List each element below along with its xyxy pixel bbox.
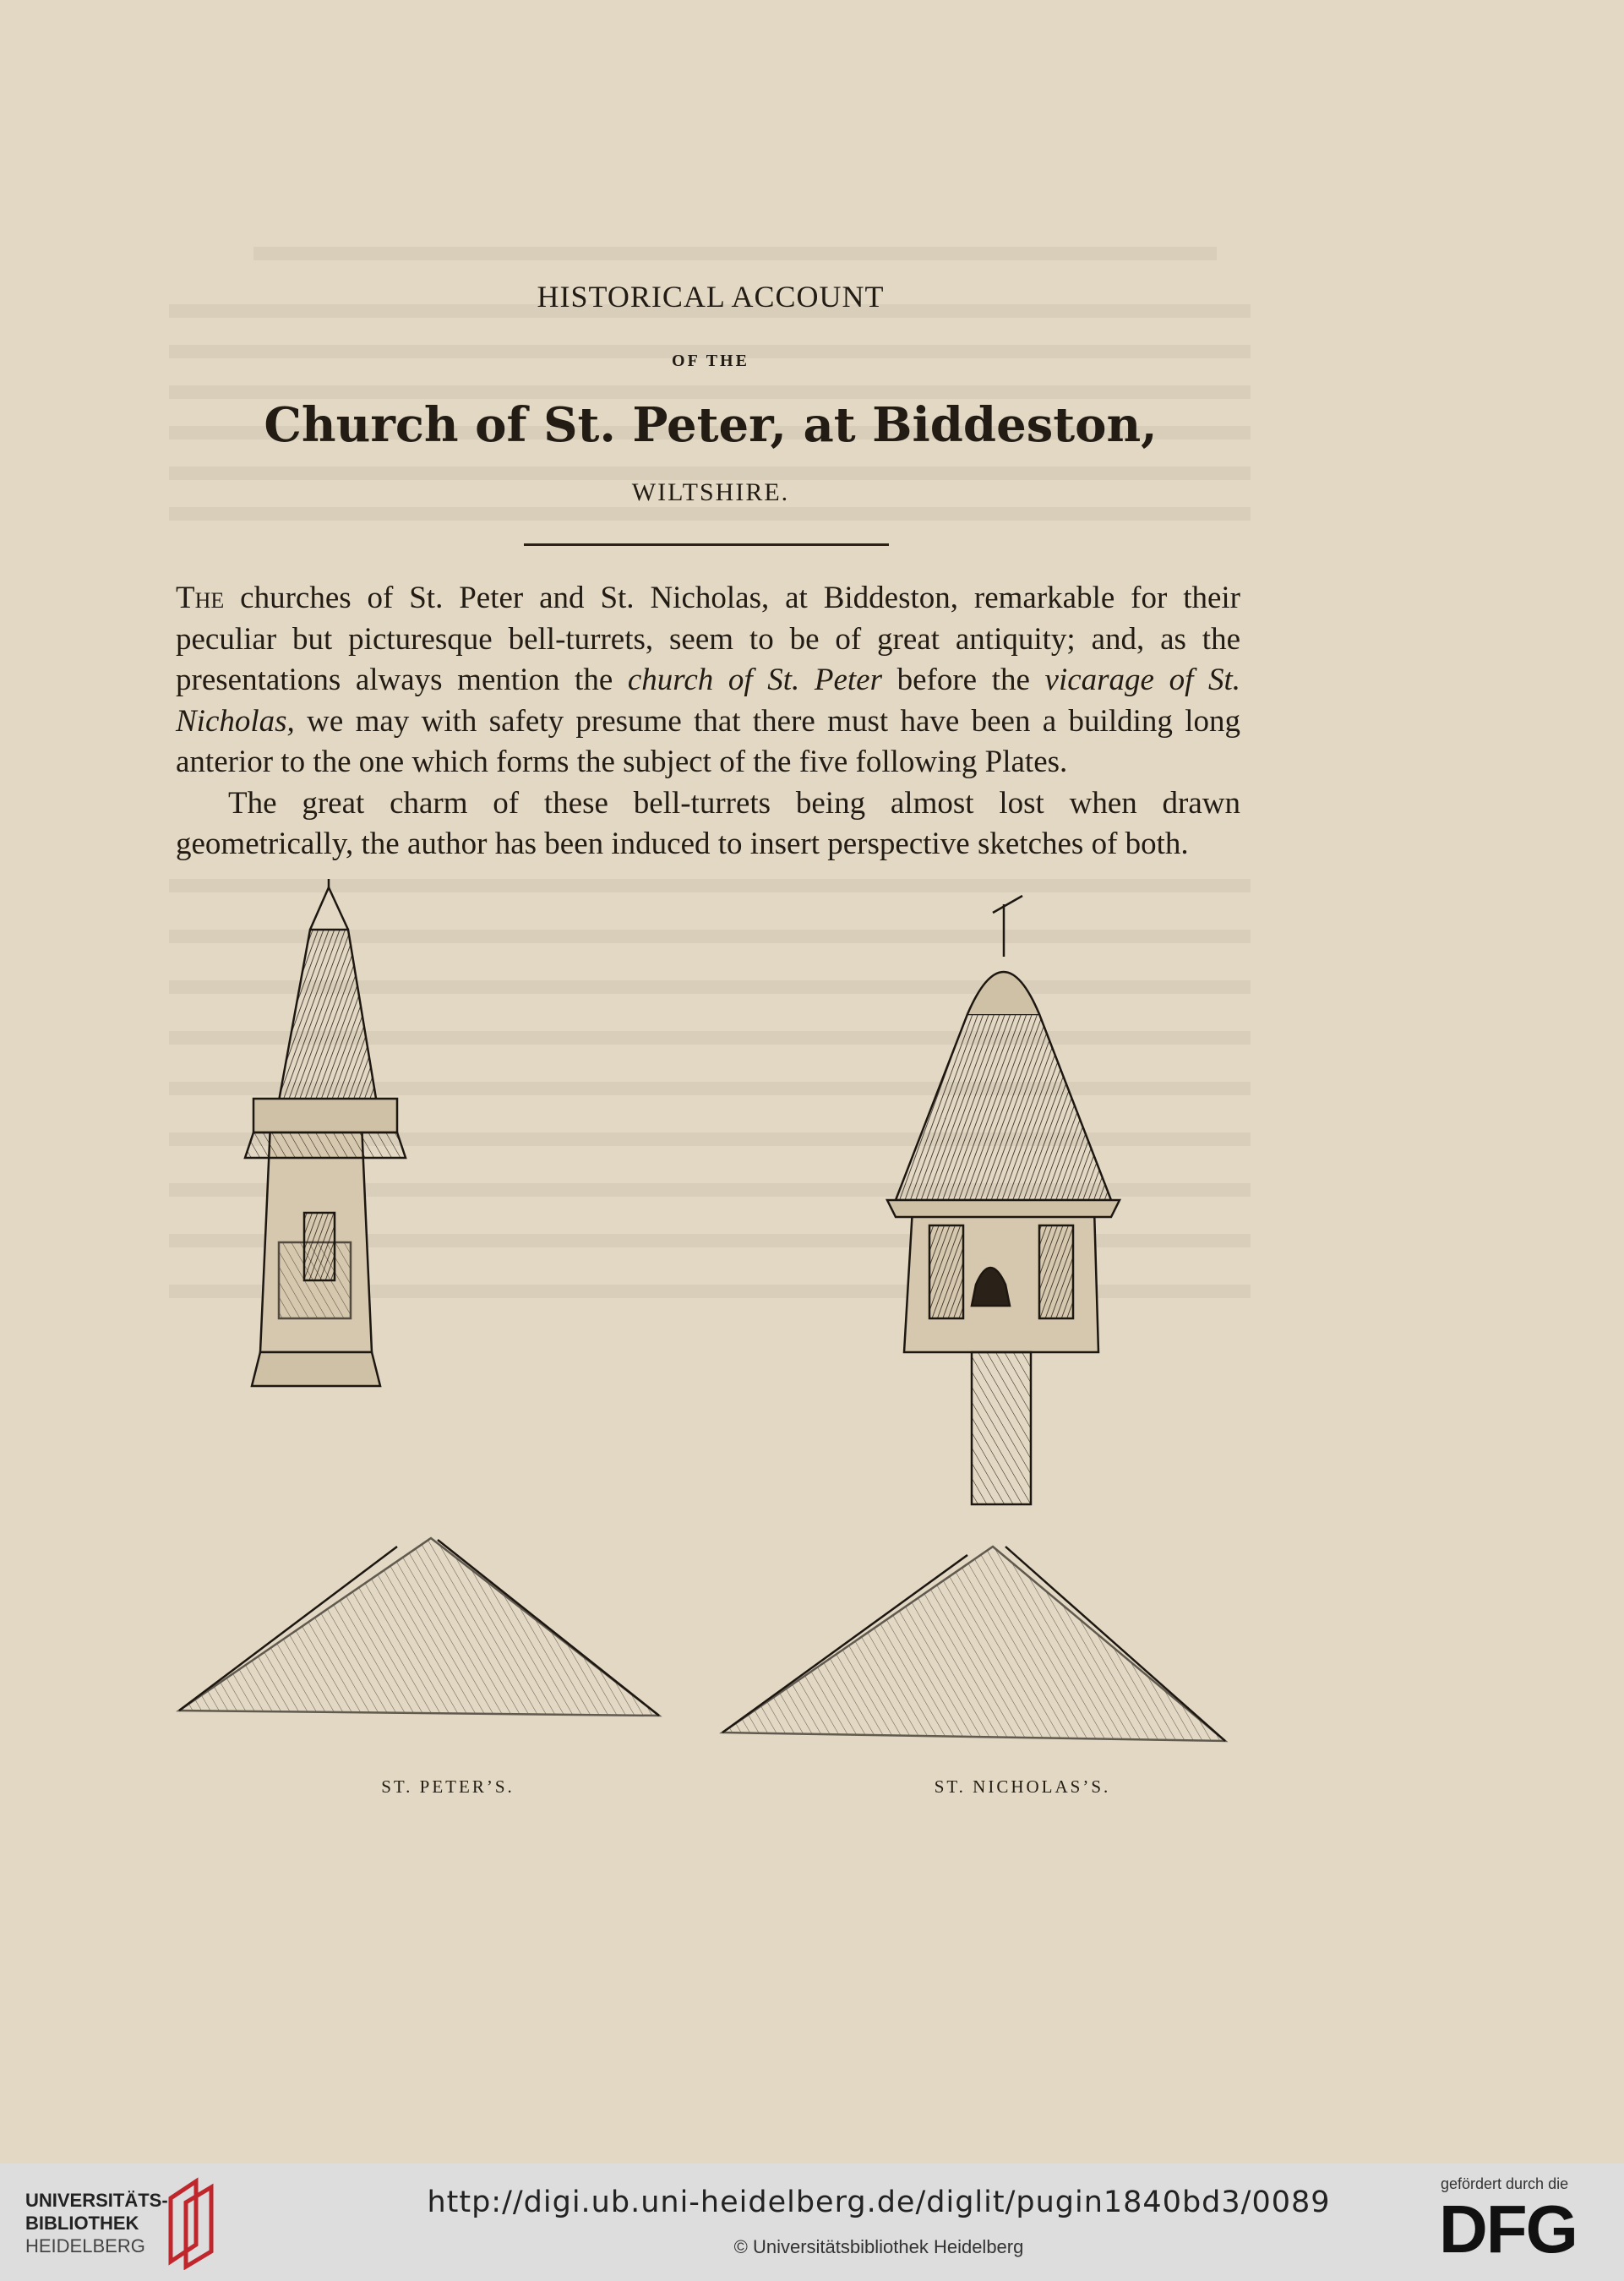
p1-part-a: churches of St. Peter and St. Nicholas, at Biddeston, remarkable for their peculiar but picturesque bell-turrets, seem to be of great antiquity; and, as the presentations always mention the [176, 581, 1240, 697]
library-name [25, 2189, 168, 2257]
ub-heidelberg-logo-icon [162, 2177, 223, 2270]
church-title: Church of St. Peter, at Biddeston, [264, 397, 1158, 453]
bell-turret-illustrations [169, 879, 1267, 1758]
paragraph-1 [176, 578, 1240, 783]
library-line-2: BIBLIOTHEK [25, 2213, 139, 2234]
lead-word: The [176, 581, 225, 615]
library-line-3: HEIDELBERG [25, 2235, 145, 2256]
caption-st-peters: ST. PETER’S. [381, 1776, 515, 1797]
dfg-logo-icon: DFG [1439, 2191, 1577, 2267]
body-text [176, 578, 1240, 865]
st-peters-turret [179, 879, 659, 1716]
library-line-1: UNIVERSITÄTS- [25, 2190, 168, 2211]
p1-part-c: we may with safety presume that there must have been a building long anterior to the one which forms the subject of the five following Plates. [176, 703, 1240, 779]
page-heading: HISTORICAL ACCOUNT [537, 280, 885, 314]
title-rule [524, 543, 889, 546]
p1-italic-2: vicarage of St. Nicholas, [176, 663, 1240, 739]
paragraph-2: The great charm of these bell-turrets being almost lost when drawn geometrically, the author has been induced to insert perspective sketches of both. [176, 785, 1240, 861]
p1-part-b: before the [882, 663, 1045, 697]
of-the-label: OF THE [672, 352, 749, 370]
county-label: WILTSHIRE. [631, 478, 790, 506]
footer-bar [0, 2164, 1624, 2281]
copyright-text: © Universitätsbibliothek Heidelberg [733, 2236, 1024, 2257]
permalink-url[interactable]: http://digi.ub.uni-heidelberg.de/diglit/pugin1840bd3/0089 [427, 2186, 1331, 2219]
st-nicholas-turret [722, 896, 1225, 1741]
p1-italic-1: church of St. Peter [627, 663, 882, 697]
funded-by-text: gefördert durch die [1441, 2175, 1569, 2192]
caption-st-nicholas: ST. NICHOLAS’S. [934, 1776, 1111, 1797]
